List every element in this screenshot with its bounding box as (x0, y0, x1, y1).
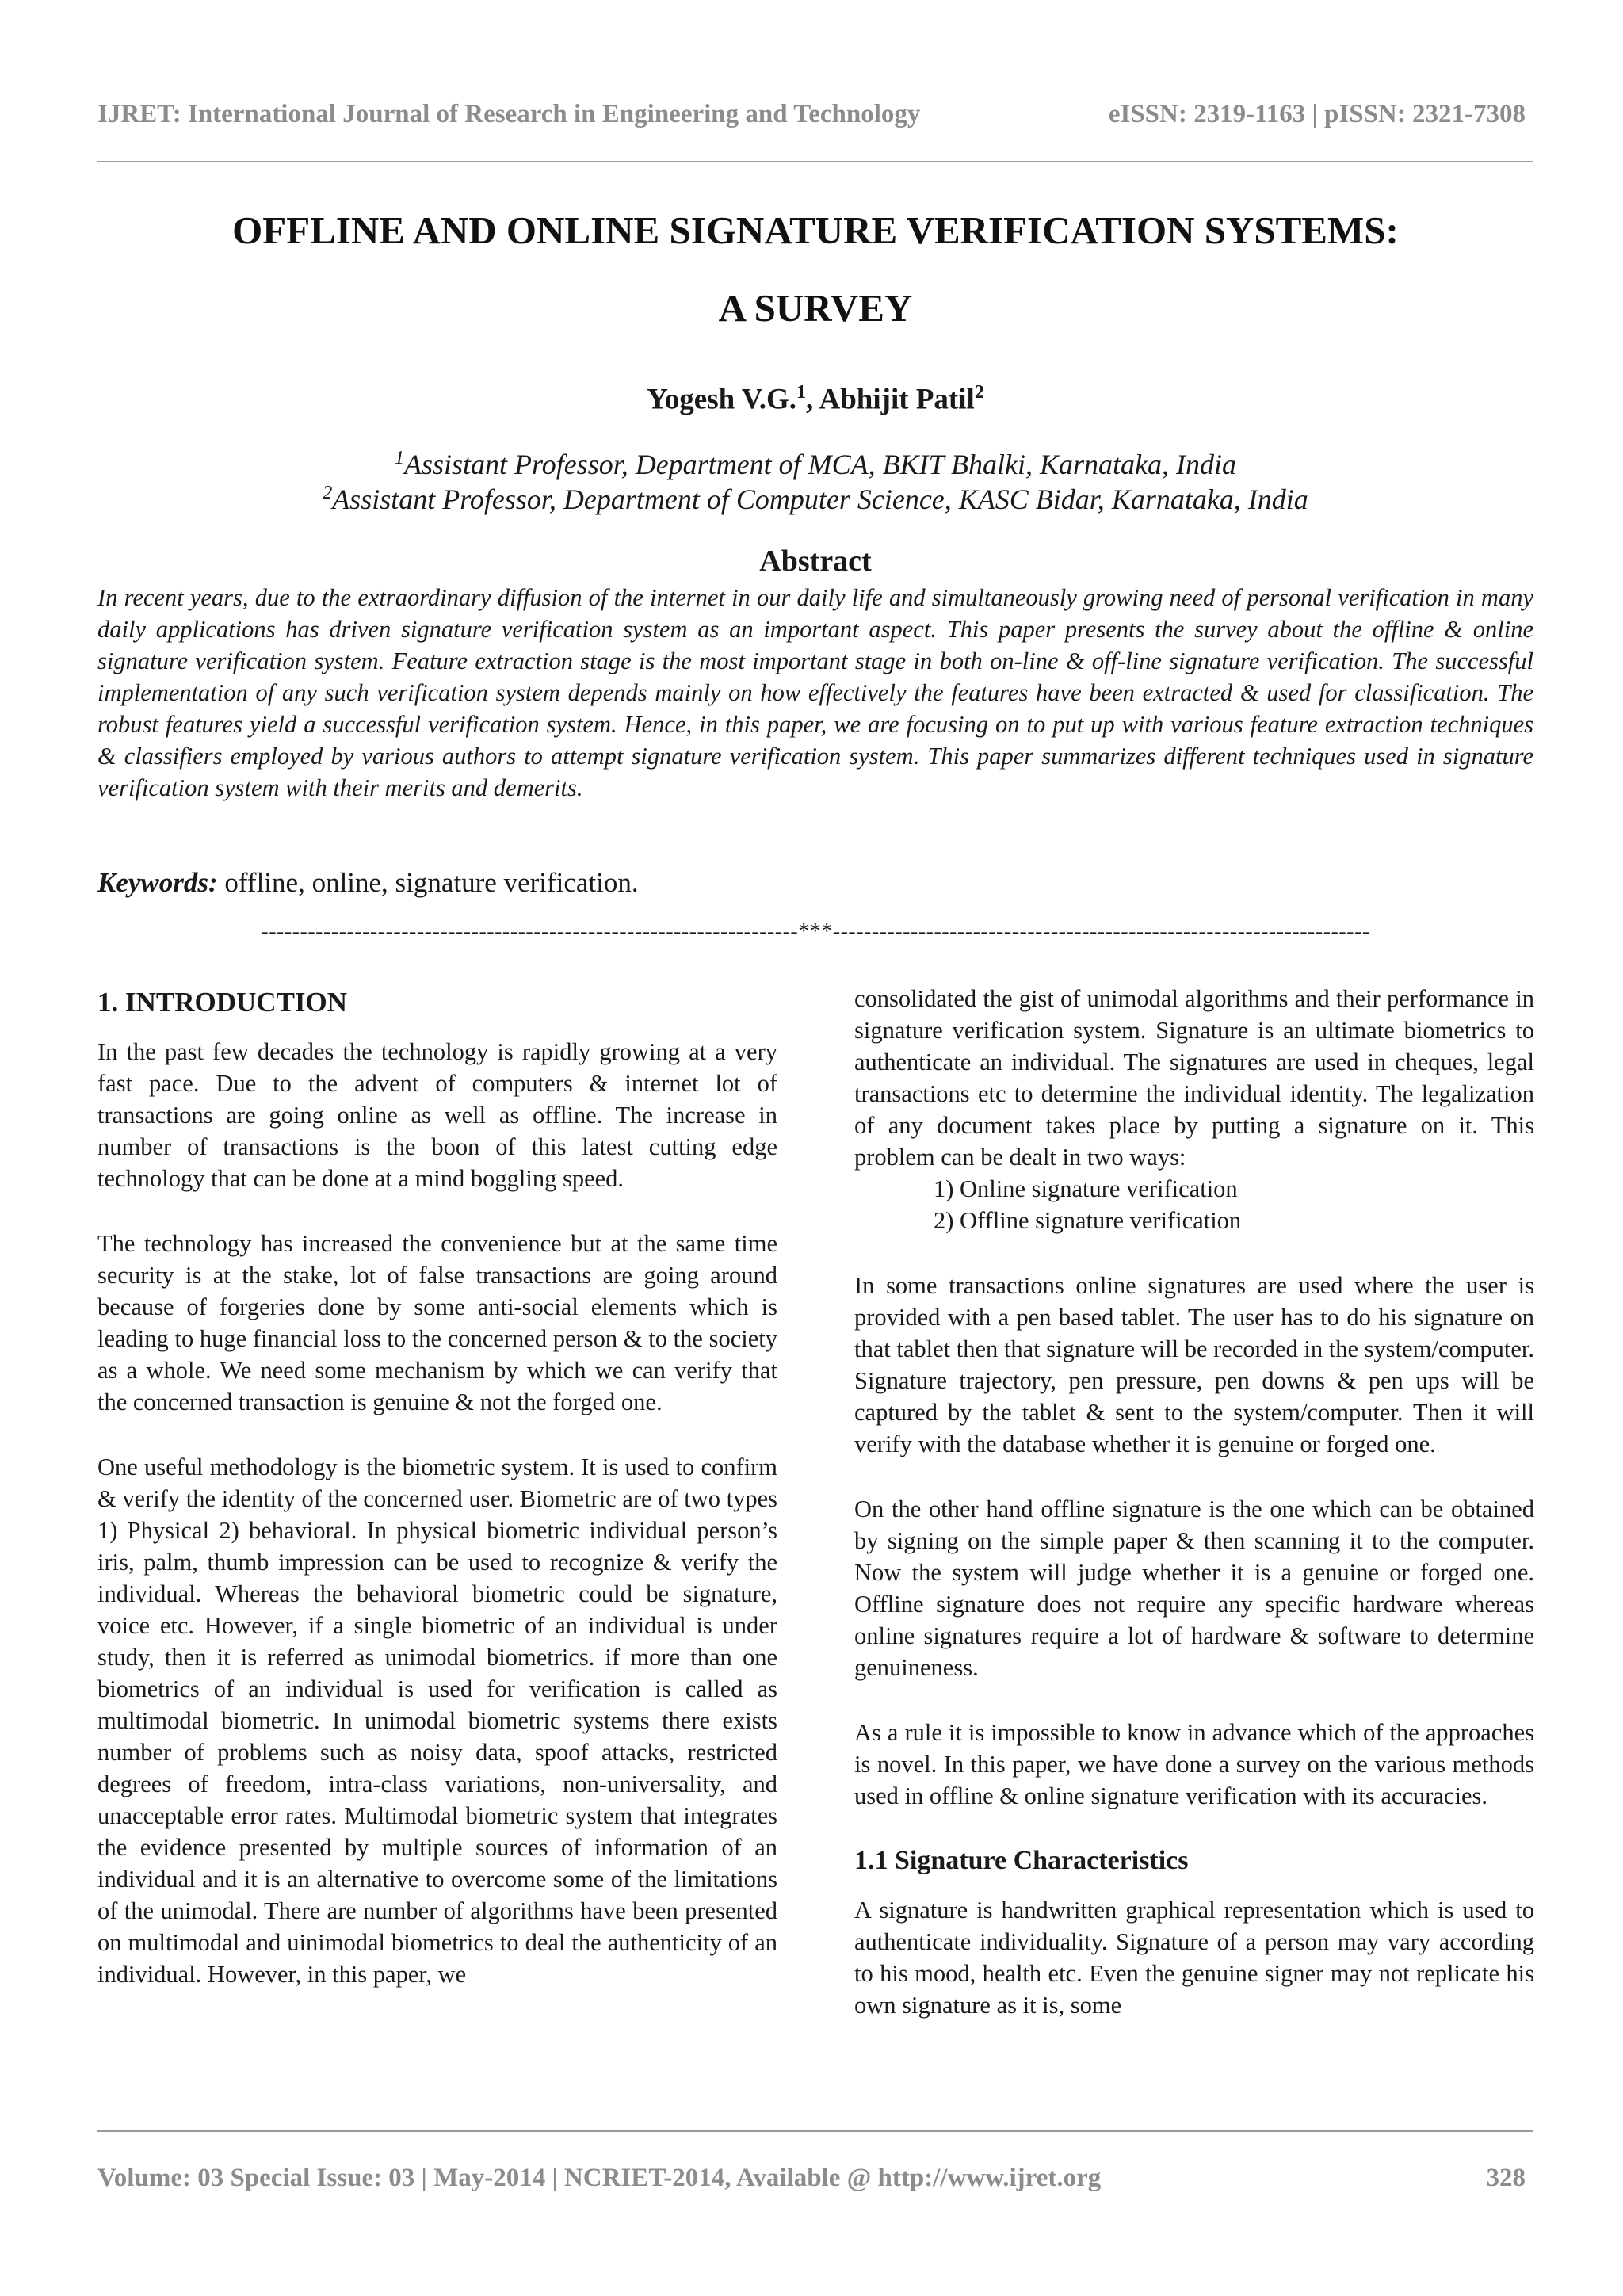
intro-paragraph-1: In the past few decades the technology is rapidly growing at a very fast pace. Due to the advent of computers & internet lot of transactions are going online as well as offline. The increase in number of transactions is the boon of this latest cutting edge technology that can be done at a mind boggling speed. (97, 1038, 777, 1192)
right-paragraph-5: A signature is handwritten graphical representation which is used to authenticate individuality. Signature of a person may vary according to his mood, health etc. Even the genuine signer may not replicate his own signature as it is, some (854, 1897, 1534, 2019)
affiliation-1-text: Assistant Professor, Department of MCA, BKIT Bhalki, Karnataka, India (404, 449, 1236, 480)
keywords-label: Keywords: (97, 867, 218, 898)
abstract-heading: Abstract (759, 544, 872, 578)
section-separator: ---------------------------------------------------------------------***--------------------------------------------------------------------- (261, 919, 1370, 944)
paper-title (97, 192, 1533, 347)
verification-types-list (854, 1173, 1534, 1236)
author-2-affil-mark: 2 (974, 382, 984, 403)
author-2: Abhijit Patil (819, 383, 975, 416)
list-item: 1) Online signature verification (934, 1175, 1238, 1202)
abstract-text: In recent years, due to the extraordinary diffusion of the internet in our daily life and simultaneously growing need of personal verification in many daily applications has driven signature verification system as an important aspect. This paper presents the survey about the offline & online signature verification system. Feature extraction stage is the most important stage in both on-line & off-line signature verification. The successful implementation of any such verification system depends mainly on how effectively the features have been extracted & used for classification. The robust features yield a successful verification system. Hence, in this paper, we are focusing on to put up with various feature extraction techniques & classifiers employed by various authors to attempt signature verification system. This paper summarizes different techniques used in signature verification system with their merits and demerits. (97, 584, 1533, 801)
title-line-2: A SURVEY (718, 286, 913, 330)
keywords-text: offline, online, signature verification. (217, 867, 639, 898)
affiliation-2 (97, 476, 1533, 517)
affiliation-1-mark: 1 (395, 448, 404, 468)
author-separator: , (806, 383, 819, 416)
author-1-affil-mark: 1 (796, 382, 807, 403)
left-column (97, 987, 777, 1990)
footer-rule (97, 2130, 1533, 2132)
right-paragraph-1: consolidated the gist of unimodal algorithms and their performance in signature verification system. Signature is an ultimate biometrics to authenticate an individual. The signatures are used in cheques, legal transactions etc to determine the individual identity. The legalization of any document takes place by putting a signature on it. This problem can be dealt in two ways: (854, 985, 1534, 1171)
author-1: Yogesh V.G. (647, 383, 797, 416)
right-column (854, 983, 1534, 2021)
author-list (97, 382, 1533, 416)
list-item: 2) Offline signature verification (934, 1207, 1242, 1234)
issn-info: eISSN: 2319-1163 | pISSN: 2321-7308 (1108, 100, 1526, 128)
right-paragraph-2: In some transactions online signatures are used where the user is provided with a pen based tablet. The user has to do his signature on that tablet then that signature will be recorded in the system/computer. Signature trajectory, pen pressure, pen downs & pen ups will be captured by the tablet & sent to the system/computer. Then it will verify with the database whether it is genuine or forged one. (854, 1272, 1534, 1457)
page-number: 328 (1486, 2164, 1526, 2192)
intro-paragraph-2: The technology has increased the convenience but at the same time security is at the stake, lot of false transactions are going around because of forgeries done by some anti-social elements which is leading to huge financial loss to the concerned person & to the society as a whole. We need some mechanism by which we can verify that the concerned transaction is genuine & not the forged one. (97, 1230, 777, 1415)
affiliation-2-mark: 2 (323, 483, 333, 503)
right-paragraph-4: As a rule it is impossible to know in advance which of the approaches is novel. In this paper, we have done a survey on the various methods used in offline & online signature verification with its accuracies. (854, 1719, 1534, 1809)
title-line-1: OFFLINE AND ONLINE SIGNATURE VERIFICATION SYSTEMS: (232, 208, 1399, 252)
volume-info: Volume: 03 Special Issue: 03 | May-2014 | NCRIET-2014, Available @ http://www.ijret.org (97, 2164, 1102, 2192)
journal-name: IJRET: International Journal of Research in Engineering and Technology (97, 100, 921, 128)
right-paragraph-3: On the other hand offline signature is the one which can be obtained by signing on the simple paper & then scanning it to the computer. Now the system will judge whether it is a genuine or forged one. Offline signature does not require any specific hardware whereas online signatures require a lot of hardware & software to determine genuineness. (854, 1496, 1534, 1681)
signature-characteristics-heading: 1.1 Signature Characteristics (854, 1846, 1189, 1875)
introduction-heading: 1. INTRODUCTION (97, 987, 348, 1018)
affiliation-2-text: Assistant Professor, Department of Computer Science, KASC Bidar, Karnataka, India (332, 483, 1308, 515)
keywords (97, 867, 639, 899)
intro-paragraph-3: One useful methodology is the biometric system. It is used to confirm & verify the identity of the concerned user. Biometric are of two types 1) Physical 2) behavioral. In physical biometric individual person’s iris, palm, thumb impression can be used to recognize & verify the individual. Whereas the behavioral biometric could be signature, voice etc. However, if a single biometric of an individual is under study, then it is referred as unimodal biometrics. if more than one biometrics of an individual is used for verification is called as multimodal biometric. In unimodal biometric systems there exists number of problems such as noisy data, spoof attacks, restricted degrees of freedom, intra-class variations, non-universality, and unacceptable error rates. Multimodal biometric system that integrates the evidence presented by multiple sources of information of an individual and it is an alternative to overcome some of the limitations of the unimodal. There are number of algorithms have been presented on multimodal and uinimodal biometrics to deal the authenticity of an individual. However, in this paper, we (97, 1454, 777, 1988)
header-rule (97, 161, 1533, 162)
